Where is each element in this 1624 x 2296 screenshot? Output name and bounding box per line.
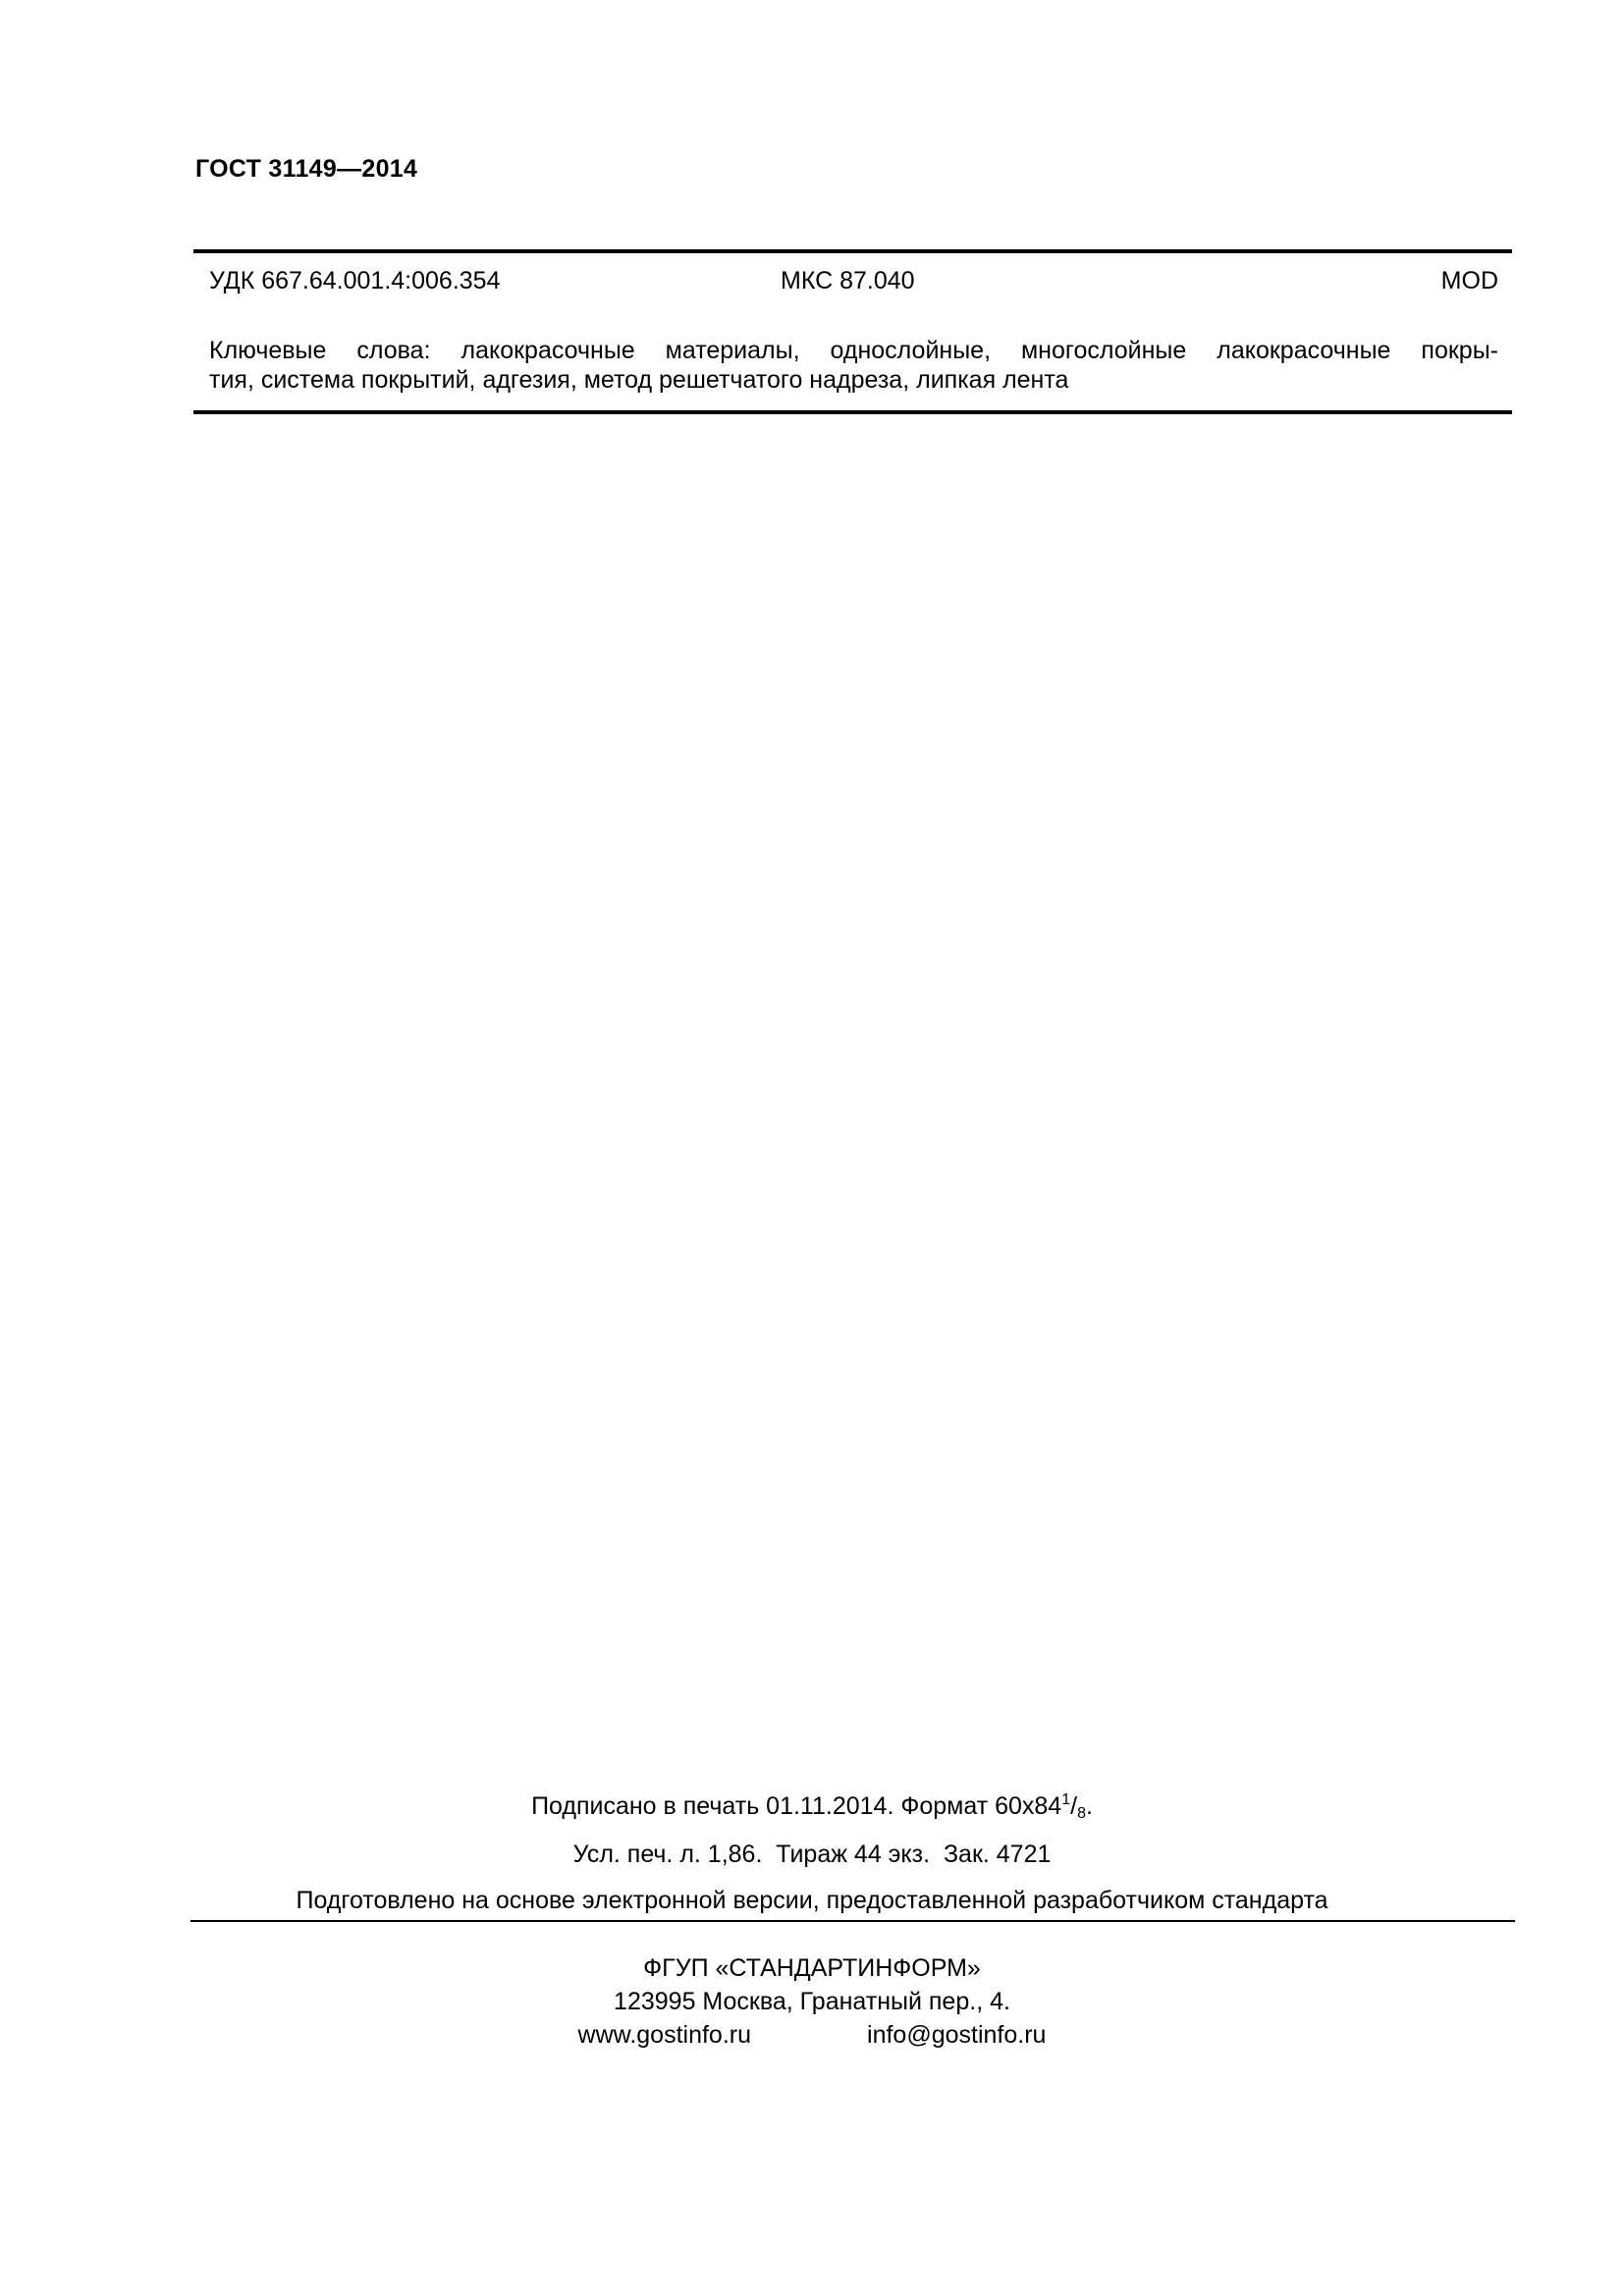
email-link[interactable]: info@gostinfo.ru [867,2021,1047,2049]
publisher-address: 123995 Москва, Гранатный пер., 4. [614,1988,1010,2015]
publisher-contacts [0,2021,1624,2050]
signed-text: Подписано в печать 01.11.2014. Формат 60х84 [531,1792,1062,1820]
signed-to-print [0,1791,1624,1823]
mks-code: МКС 87.040 [781,267,915,294]
udk-code: УДК 667.64.001.4:006.354 [209,267,501,294]
format-fraction-slash: / [1070,1792,1078,1820]
mod-mark: MOD [1440,267,1498,294]
format-end: . [1085,1792,1093,1820]
keywords-line-2: тия, система покрытий, адгезия, метод решетчатого надреза, липкая лента [209,366,1069,394]
keywords-block [209,336,1498,395]
prepared-note: Подготовлено на основе электронной версии, предоставленной разработчиком стандарта [296,1887,1328,1914]
top-divider [193,249,1512,253]
classification-row [209,267,1498,300]
imprint-divider [190,1920,1515,1922]
print-sheets-line: Усл. печ. л. 1,86. Тираж 44 экз. Зак. 4721 [572,1841,1052,1868]
document-number: ГОСТ 31149—2014 [195,155,418,183]
format-fraction-numerator: 1 [1061,1791,1071,1808]
publisher-name: ФГУП «СТАНДАРТИНФОРМ» [643,1954,981,1982]
keywords-divider [193,410,1512,414]
website-link[interactable]: www.gostinfo.ru [577,2021,752,2049]
format-fraction-denominator: 8 [1077,1805,1086,1822]
keywords-line-1: Ключевые слова: лакокрасочные материалы, однослойные, многослойные лакокрасочные покры- [209,337,1498,364]
